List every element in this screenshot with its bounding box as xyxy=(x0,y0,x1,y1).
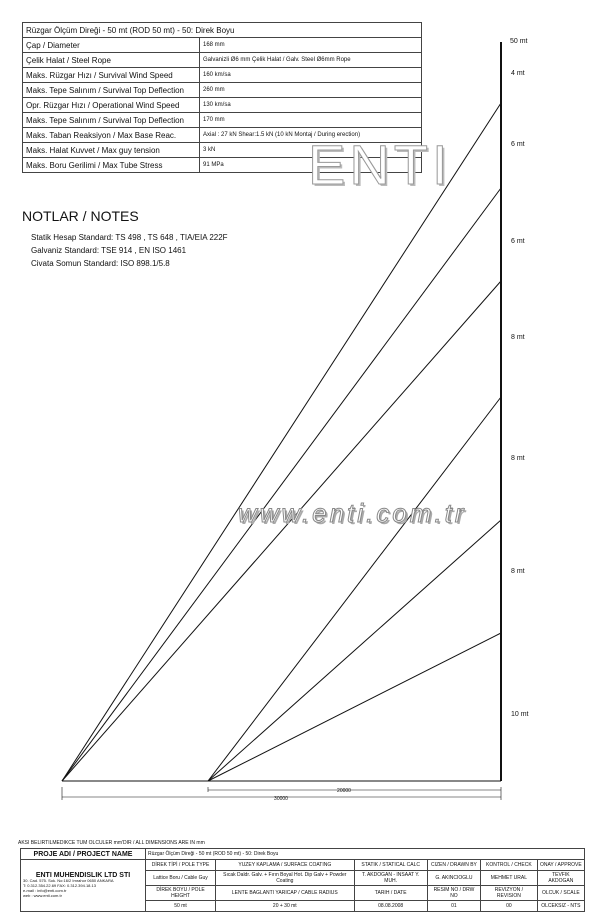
spec-key: Maks. Tepe Salınım / Survival Top Deflection xyxy=(23,83,200,98)
pole-type-label: DİREK TİPİ / POLE TYPE xyxy=(146,860,216,871)
spec-key: Maks. Rüzgar Hızı / Survival Wind Speed xyxy=(23,68,200,83)
title-block xyxy=(20,848,585,912)
cable-value: 20 + 30 mt xyxy=(216,901,355,912)
company-address: 30. Cad. 575. Sok. No:16/2 Imrahor 0650 ANKARA xyxy=(23,878,114,883)
drawn-label: CIZEN / DRAWN BY xyxy=(427,860,480,871)
mast-height-label: 50 mt xyxy=(510,38,528,45)
guy-wire xyxy=(208,520,501,781)
approve-value: TEVFIK AKDOGAN xyxy=(537,871,584,886)
segment-label: 4 mt xyxy=(511,70,525,77)
spec-key: Maks. Boru Gerilimi / Max Tube Stress xyxy=(23,158,200,173)
spec-value: 130 km/sa xyxy=(200,98,422,113)
dim-label-inner: 20000 xyxy=(337,788,351,794)
segment-label: 6 mt xyxy=(511,141,525,148)
spec-value: 168 mm xyxy=(200,38,422,53)
coating-value: Sıcak Daldr. Galv. + Fırın Boyal Hot. Dip Galv + Powder Coating xyxy=(216,871,355,886)
company-web: web : www.enti.com.tr xyxy=(23,893,62,898)
pole-type-value: Lattice Boru / Cable Guy xyxy=(146,871,216,886)
spec-key: Maks. Halat Kuvvet / Max guy tension xyxy=(23,143,200,158)
segment-label: 10 mt xyxy=(511,711,529,718)
spec-key: Maks. Taban Reaksiyon / Max Base Reac. xyxy=(23,128,200,143)
note-line: Galvaniz Standard: TSE 914 , EN ISO 1461 xyxy=(31,246,187,255)
spec-value: Axial : 27 kN Shear:1.5 kN (10 kN Montaj / During erection) xyxy=(200,128,422,143)
notes-title: NOTLAR / NOTES xyxy=(22,208,139,224)
check-value: MEHMET URAL xyxy=(481,871,538,886)
drawn-value: G. AKINCIOGLU xyxy=(427,871,480,886)
url-watermark: www.enti.com.tr xyxy=(238,498,467,528)
segment-label: 8 mt xyxy=(511,455,525,462)
segment-label: 6 mt xyxy=(511,238,525,245)
approve-label: ONAY / APPROVE xyxy=(537,860,584,871)
spec-title: Rüzgar Ölçüm Direği - 50 mt (ROD 50 mt) - 50: Direk Boyu xyxy=(23,23,422,38)
company-phone: T: 0.312.354.22.69 FAX: 0.312.394.18.13 xyxy=(23,883,96,888)
company-name: ENTI MUHENDISLIK LTD STI xyxy=(35,872,131,879)
spec-key: Çelik Halat / Steel Rope xyxy=(23,53,200,68)
pole-height-label: DİREK BOYU / POLE HEIGHT xyxy=(146,886,216,901)
drawing-no-value: 01 xyxy=(427,901,480,912)
scale-label: OLCUK / SCALE xyxy=(537,886,584,901)
revision-value: 00 xyxy=(481,901,538,912)
spec-value: 91 MPa xyxy=(200,158,422,173)
cable-label: LENTE BAGLANTI YARICAP / CABLE RADIUS xyxy=(216,886,355,901)
drawing-no-label: RESIM NO / DRW NO xyxy=(427,886,480,901)
spec-key: Maks. Tepe Salınım / Survival Top Deflection xyxy=(23,113,200,128)
units-note: AKSI BELIRTILMEDIKCE TUM OLCULER mm'DIR / ALL DIMENSIONS ARE IN mm xyxy=(18,840,205,846)
company-info xyxy=(21,860,146,912)
coating-label: YUZEY KAPLAMA / SURFACE COATING xyxy=(216,860,355,871)
guy-wire xyxy=(208,633,501,781)
dim-label-outer: 30000 xyxy=(274,796,288,802)
scale-value: OLCEKSIZ - NTS xyxy=(537,901,584,912)
statik-value: T. AKDOGAN - INSAAT Y. MUH. xyxy=(354,871,427,886)
spec-key: Opr. Rüzgar Hızı / Operational Wind Speed xyxy=(23,98,200,113)
spec-value: 160 km/sa xyxy=(200,68,422,83)
pole-height-value: 50 mt xyxy=(146,901,216,912)
guy-wire xyxy=(62,281,501,781)
spec-value: 260 mm xyxy=(200,83,422,98)
date-value: 08.08.2008 xyxy=(354,901,427,912)
spec-key: Çap / Diameter xyxy=(23,38,200,53)
revision-label: REVIZYON / REVISION xyxy=(481,886,538,901)
spec-value: 170 mm xyxy=(200,113,422,128)
segment-label: 8 mt xyxy=(511,334,525,341)
guy-wire xyxy=(62,103,501,781)
guy-wire xyxy=(208,397,501,781)
project-label: PROJE ADI / PROJECT NAME xyxy=(21,849,146,860)
note-line: Civata Somun Standard: ISO 898.1/5.8 xyxy=(31,259,170,268)
note-line: Statik Hesap Standard: TS 498 , TS 648 , TIA/EIA 222F xyxy=(31,233,228,242)
guy-wire xyxy=(62,188,501,781)
statik-label: STATIK / STATICAL CALC xyxy=(354,860,427,871)
project-name: Rüzgar Ölçüm Direği - 50 mt (ROD 50 mt) - 50: Direk Boyu xyxy=(146,849,585,860)
enti-logo-watermark: ENTI xyxy=(308,133,452,196)
spec-value: Galvanizli Ø6 mm Çelik Halat / Galv. Steel Ø6mm Rope xyxy=(200,53,422,68)
date-label: TARIH / DATE xyxy=(354,886,427,901)
check-label: KONTROL / CHECK xyxy=(481,860,538,871)
segment-label: 8 mt xyxy=(511,568,525,575)
spec-value: 3 kN xyxy=(200,143,422,158)
company-email: e-mail : info@enti.com.tr xyxy=(23,888,67,893)
